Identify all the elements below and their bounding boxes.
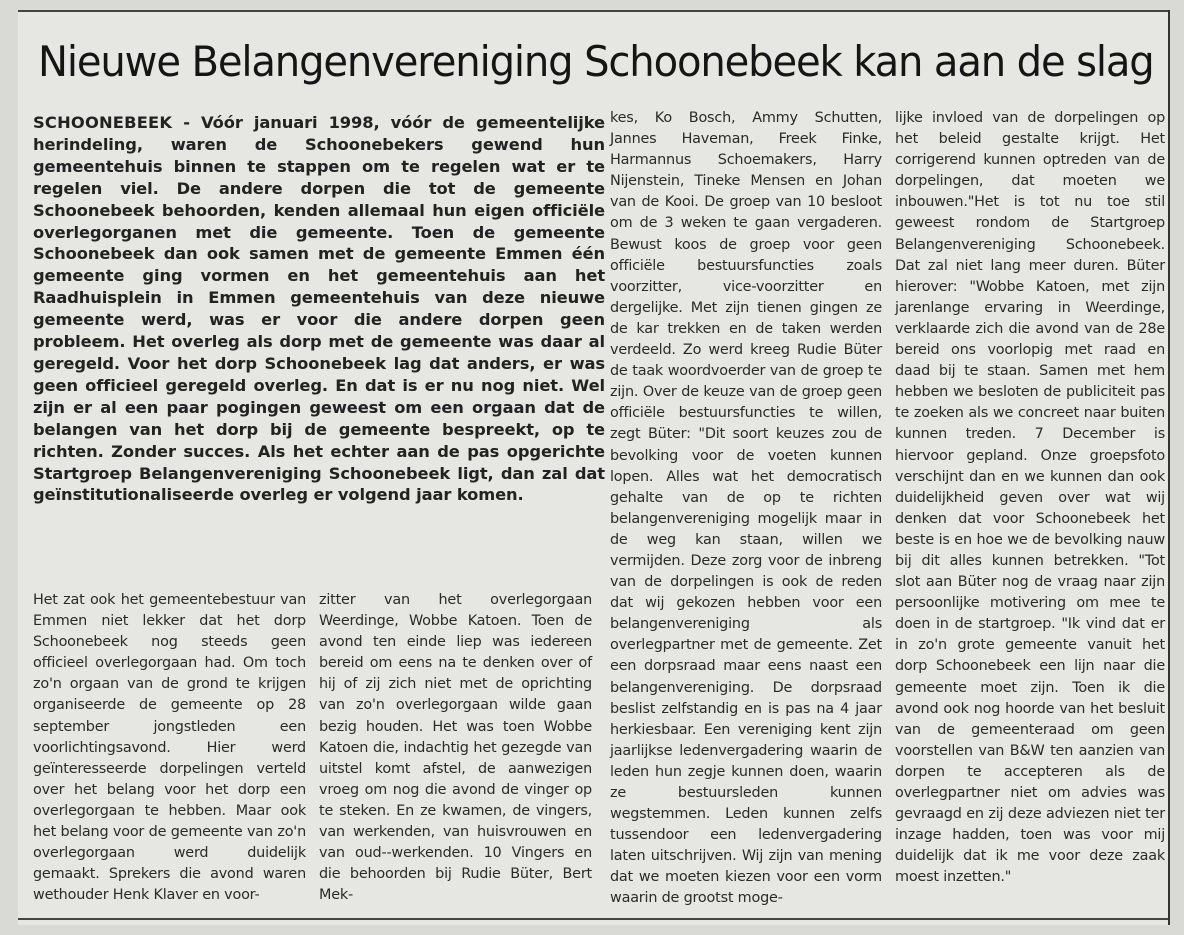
lead-paragraph <box>33 112 605 552</box>
bottom-rule <box>18 918 1168 920</box>
headline: Nieuwe Belangenvereniging Schoonebeek kan aan de slag <box>38 37 1154 86</box>
body-column-3: kes, Ko Bosch, Ammy Schutten, Jannes Haveman, Freek Finke, Harmannus Schoemakers, Harry Nijenstein, Tineke Mensen en Johan van de Kooi. De groep van 10 besloot om de 3 weken te gaan vergaderen. Bewust koos de groep voor geen officiële bestuursfuncties zoals voorzitter, vice-voorzitter en dergelijke. Met zijn tienen gingen ze de kar trekken en de taken werden verdeeld. Zo werd kreeg Rudie Büter de taak woordvoerder van de groep te zijn. Over de keuze van de groep geen officiële bestuursfuncties te willen, zegt Büter: "Dit soort keuzes zou de bevolking voor de voeten kunnen lopen. Alles wat het democratisch gehalte van de op te richten belangenvereniging mogelijk maar in de weg kan staan, willen we vermijden. Deze zorg voor de inbreng van de dorpelingen is ook de reden dat wij gekozen hebben voor een belangenvereniging als overlegpartner met de gemeente. Zet een dorpsraad maar eens naast een belangenvereniging. De dorpsraad beslist zelfstandig en is pas na 4 jaar herkiesbaar. Een vereniging kent zijn jaarlijkse ledenvergadering waarin de leden hun zegje kunnen doen, waarin ze bestuursleden kunnen wegstemmen. Leden kunnen zelfs tussendoor een ledenvergadering laten uitschrijven. Wij zijn van mening dat we moeten kiezen voor een vorm waarin de grootst moge- <box>610 110 882 907</box>
body-column-1: Het zat ook het gemeentebestuur van Emmen niet lekker dat het dorp Schoonebeek nog steeds geen officieel overlegorgaan had. Om toch zo'n orgaan van de grond te krijgen organiseerde de gemeente op 28 september jongstleden een voorlichtingsavond. Hier werd geïnteresseerde dorpelingen verteld over het belang voor het dorp een overlegorgaan te hebben. Maar ook het belang voor de gemeente van zo'n overlegorgaan werd duidelijk gemaakt. Sprekers die avond waren wethouder Henk Klaver en voor- <box>33 592 306 904</box>
body-column-4: lijke invloed van de dorpelingen op het beleid gestalte krijgt. Het corrigerend kunnen optreden van de dorpelingen, dat moeten we inbouwen."Het is tot nu toe stil geweest rondom de Startgroep Belangenvereniging Schoonebeek. Dat zal niet lang meer duren. Büter hierover: "Wobbe Katoen, met zijn jarenlange ervaring in Weerdinge, verklaarde zich die avond van de 28e bereid ons voorlopig met raad en daad bij te staan. Samen met hem hebben we besloten de publiciteit pas te zoeken als we concreet naar buiten kunnen treden. 7 December is hiervoor gepland. Onze groepsfoto verschijnt dan en we kunnen dan ook duidelijkheid geven over wat wij denken dat voor Schoonebeek het beste is en hoe we de bevolking nauw bij dit alles kunnen betrekken. "Tot slot aan Büter nog de vraag naar zijn persoonlijke motivering om mee te doen in de startgroep. "Ik vind dat er in zo'n grote gemeente vanuit het dorp Schoonebeek een lijn naar die gemeente moet zijn. Toen ik die avond ook nog hoorde van het besluit van de gemeenteraad om geen voorstellen van B&W ten aanzien van dorpen te accepteren als de overlegpartner niet om advies was gevraagd en zij deze adviezen niet ter inzage hadden, toen was voor mij duidelijk dat ik me voor deze zaak moest inzetten." <box>895 110 1165 886</box>
body-column-2: zitter van het overlegorgaan Weerdinge, Wobbe Katoen. Toen de avond ten einde liep was iedereen bereid om eens na te denken over of hij of zij zich niet met de oprichting van zo'n overlegorgaan wilde gaan bezig houden. Het was toen Wobbe Katoen die, indachtig het gezegde van uitstel komt afstel, de aanwezigen vroeg om nog die avond de vinger op te steken. En ze kwamen, de vingers, van werkenden, van huisvrouwen en van oud--werkenden. 10 Vingers en die behoorden bij Rudie Büter, Bert Mek- <box>319 592 592 904</box>
newspaper-clipping <box>18 10 1170 925</box>
dateline: SCHOONEBEEK <box>33 113 173 132</box>
lead-text: - Vóór januari 1998, vóór de gemeentelijke herindeling, waren de Schoonebekers gewend hun gemeentehuis binnen te stappen om te regelen wat er te regelen viel. De andere dorpen die tot de gemeente Schoonebeek behoorden, kenden allemaal hun eigen officiële overlegorganen met die gemeente. Toen de gemeente Schoonebeek dan ook samen met de gemeente Emmen één gemeente ging vormen en het gemeentehuis aan het Raadhuisplein in Emmen gemeentehuis van deze nieuwe gemeente werd, was er voor die andere dorpen geen probleem. Het overleg als dorp met de gemeente was daar al geregeld. Voor het dorp Schoonebeek lag dat anders, er was geen officieel geregeld overleg. En dat is er nu nog niet. Wel zijn er al een paar pogingen geweest om een orgaan dat de belangen van het dorp bij de gemeente bespreekt, op te richten. Zonder succes. Als het echter aan de pas opgerichte Startgroep Belangenvereniging Schoonebeek ligt, dan zal dat geïnstitutionaliseerde overleg er volgend jaar komen. <box>33 113 605 505</box>
